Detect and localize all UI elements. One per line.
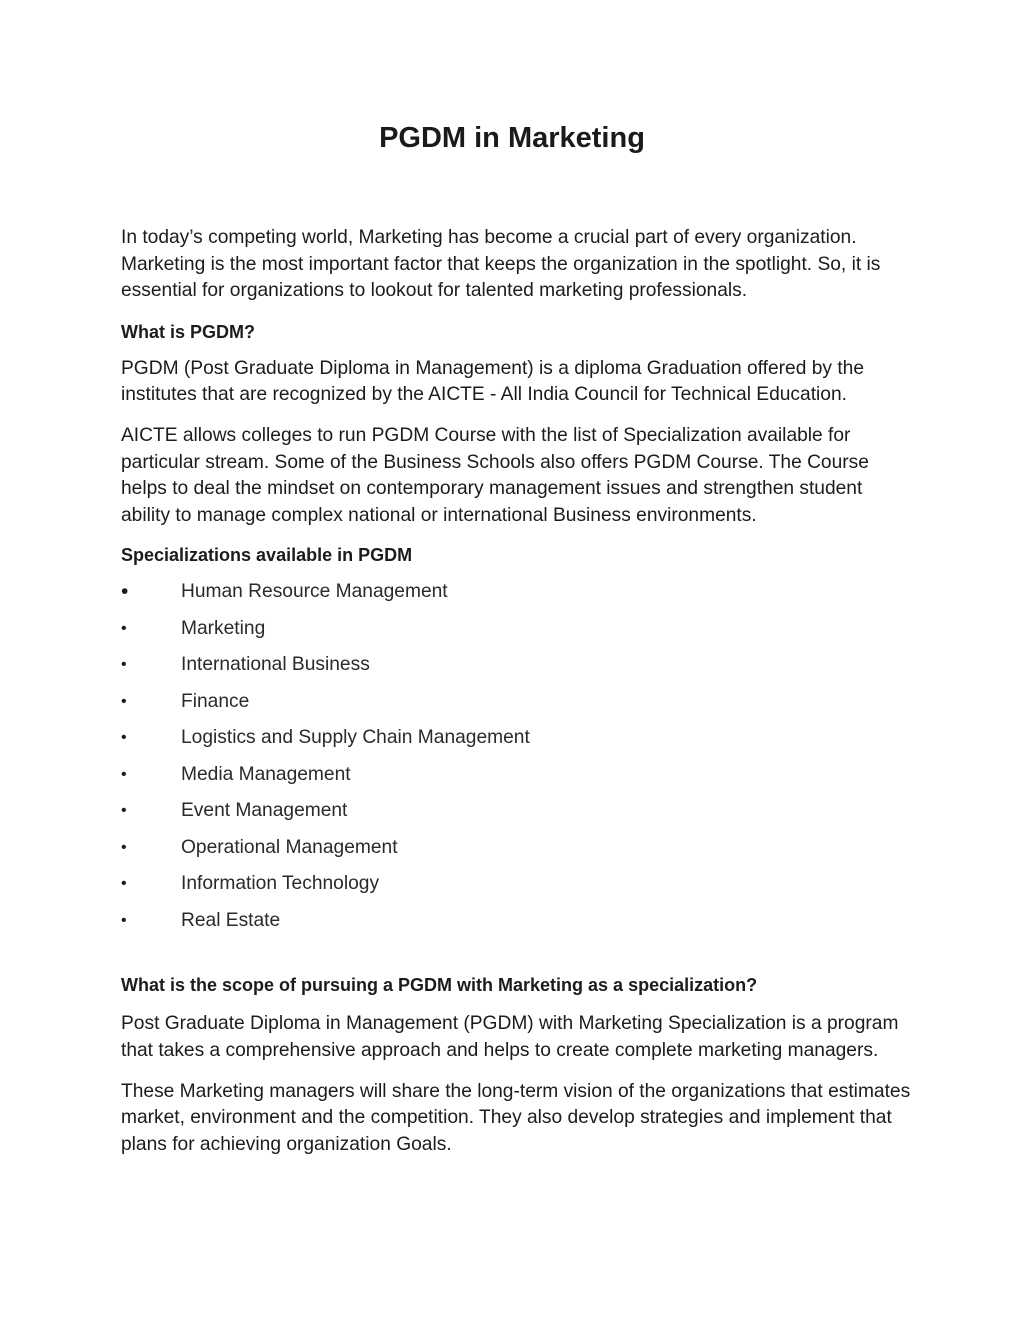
- bullet-icon: •: [121, 619, 127, 637]
- specialization-label: Information Technology: [181, 873, 380, 895]
- list-item: [121, 652, 911, 689]
- list-item: [121, 908, 911, 945]
- list-item: [121, 835, 911, 872]
- list-item: [121, 616, 911, 653]
- bullet-icon: •: [121, 875, 127, 893]
- what-is-pgdm-heading: What is PGDM?: [121, 321, 255, 342]
- scope-paragraph-1: Post Graduate Diploma in Management (PGDM) with Marketing Specialization is a program that takes a comprehensive approach and helps to create complete marketing managers.: [121, 1013, 899, 1061]
- specialization-label: Logistics and Supply Chain Management: [181, 727, 530, 749]
- specialization-label: Event Management: [181, 800, 348, 822]
- aicte-paragraph: AICTE allows colleges to run PGDM Course with the list of Specialization available for particular stream. Some of the Business Schools also offers PGDM Course. The Course helps to deal the mindset on contemporary management issues and strengthen student ability to manage complex national or international Business environments.: [121, 424, 869, 526]
- list-item: [121, 689, 911, 726]
- specialization-label: Human Resource Management: [181, 581, 448, 603]
- scope-heading: What is the scope of pursuing a PGDM with Marketing as a specialization?: [121, 975, 758, 996]
- specialization-label: Operational Management: [181, 836, 398, 858]
- specialization-label: Marketing: [181, 617, 266, 639]
- intro-paragraph: In today’s competing world, Marketing has become a crucial part of every organization. Marketing is the most important factor that keeps the organization in the spotlight. So, it is essential for organizations to lookout for talented marketing professionals.: [121, 227, 881, 302]
- scope-paragraph-2: These Marketing managers will share the long-term vision of the organizations that estimates market, environment and the competition. They also develop strategies and implement that plans for achieving organization Goals.: [121, 1080, 911, 1155]
- list-item: [121, 871, 911, 908]
- bullet-icon: •: [121, 692, 127, 710]
- bullet-icon: •: [121, 838, 127, 856]
- bullet-icon: •: [121, 656, 127, 674]
- specialization-label: Media Management: [181, 763, 351, 785]
- bullet-icon: •: [121, 911, 127, 929]
- list-item: [121, 725, 911, 762]
- specializations-heading: Specializations available in PGDM: [121, 545, 413, 566]
- pgdm-definition-paragraph: PGDM (Post Graduate Diploma in Management) is a diploma Graduation offered by the institutes that are recognized by the AICTE - All India Council for Technical Education.: [121, 357, 865, 406]
- specialization-label: International Business: [181, 654, 370, 676]
- bullet-icon: •: [121, 765, 127, 783]
- list-item: [121, 798, 911, 835]
- specializations-list: [121, 579, 911, 944]
- bullet-icon: •: [121, 729, 127, 747]
- document-body: [121, 225, 911, 1158]
- bullet-icon: •: [121, 580, 129, 604]
- bullet-icon: •: [121, 802, 127, 820]
- specialization-label: Finance: [181, 690, 250, 712]
- specialization-label: Real Estate: [181, 909, 281, 931]
- list-item: [121, 762, 911, 799]
- page-title: PGDM in Marketing: [379, 122, 645, 154]
- list-item: [121, 579, 911, 616]
